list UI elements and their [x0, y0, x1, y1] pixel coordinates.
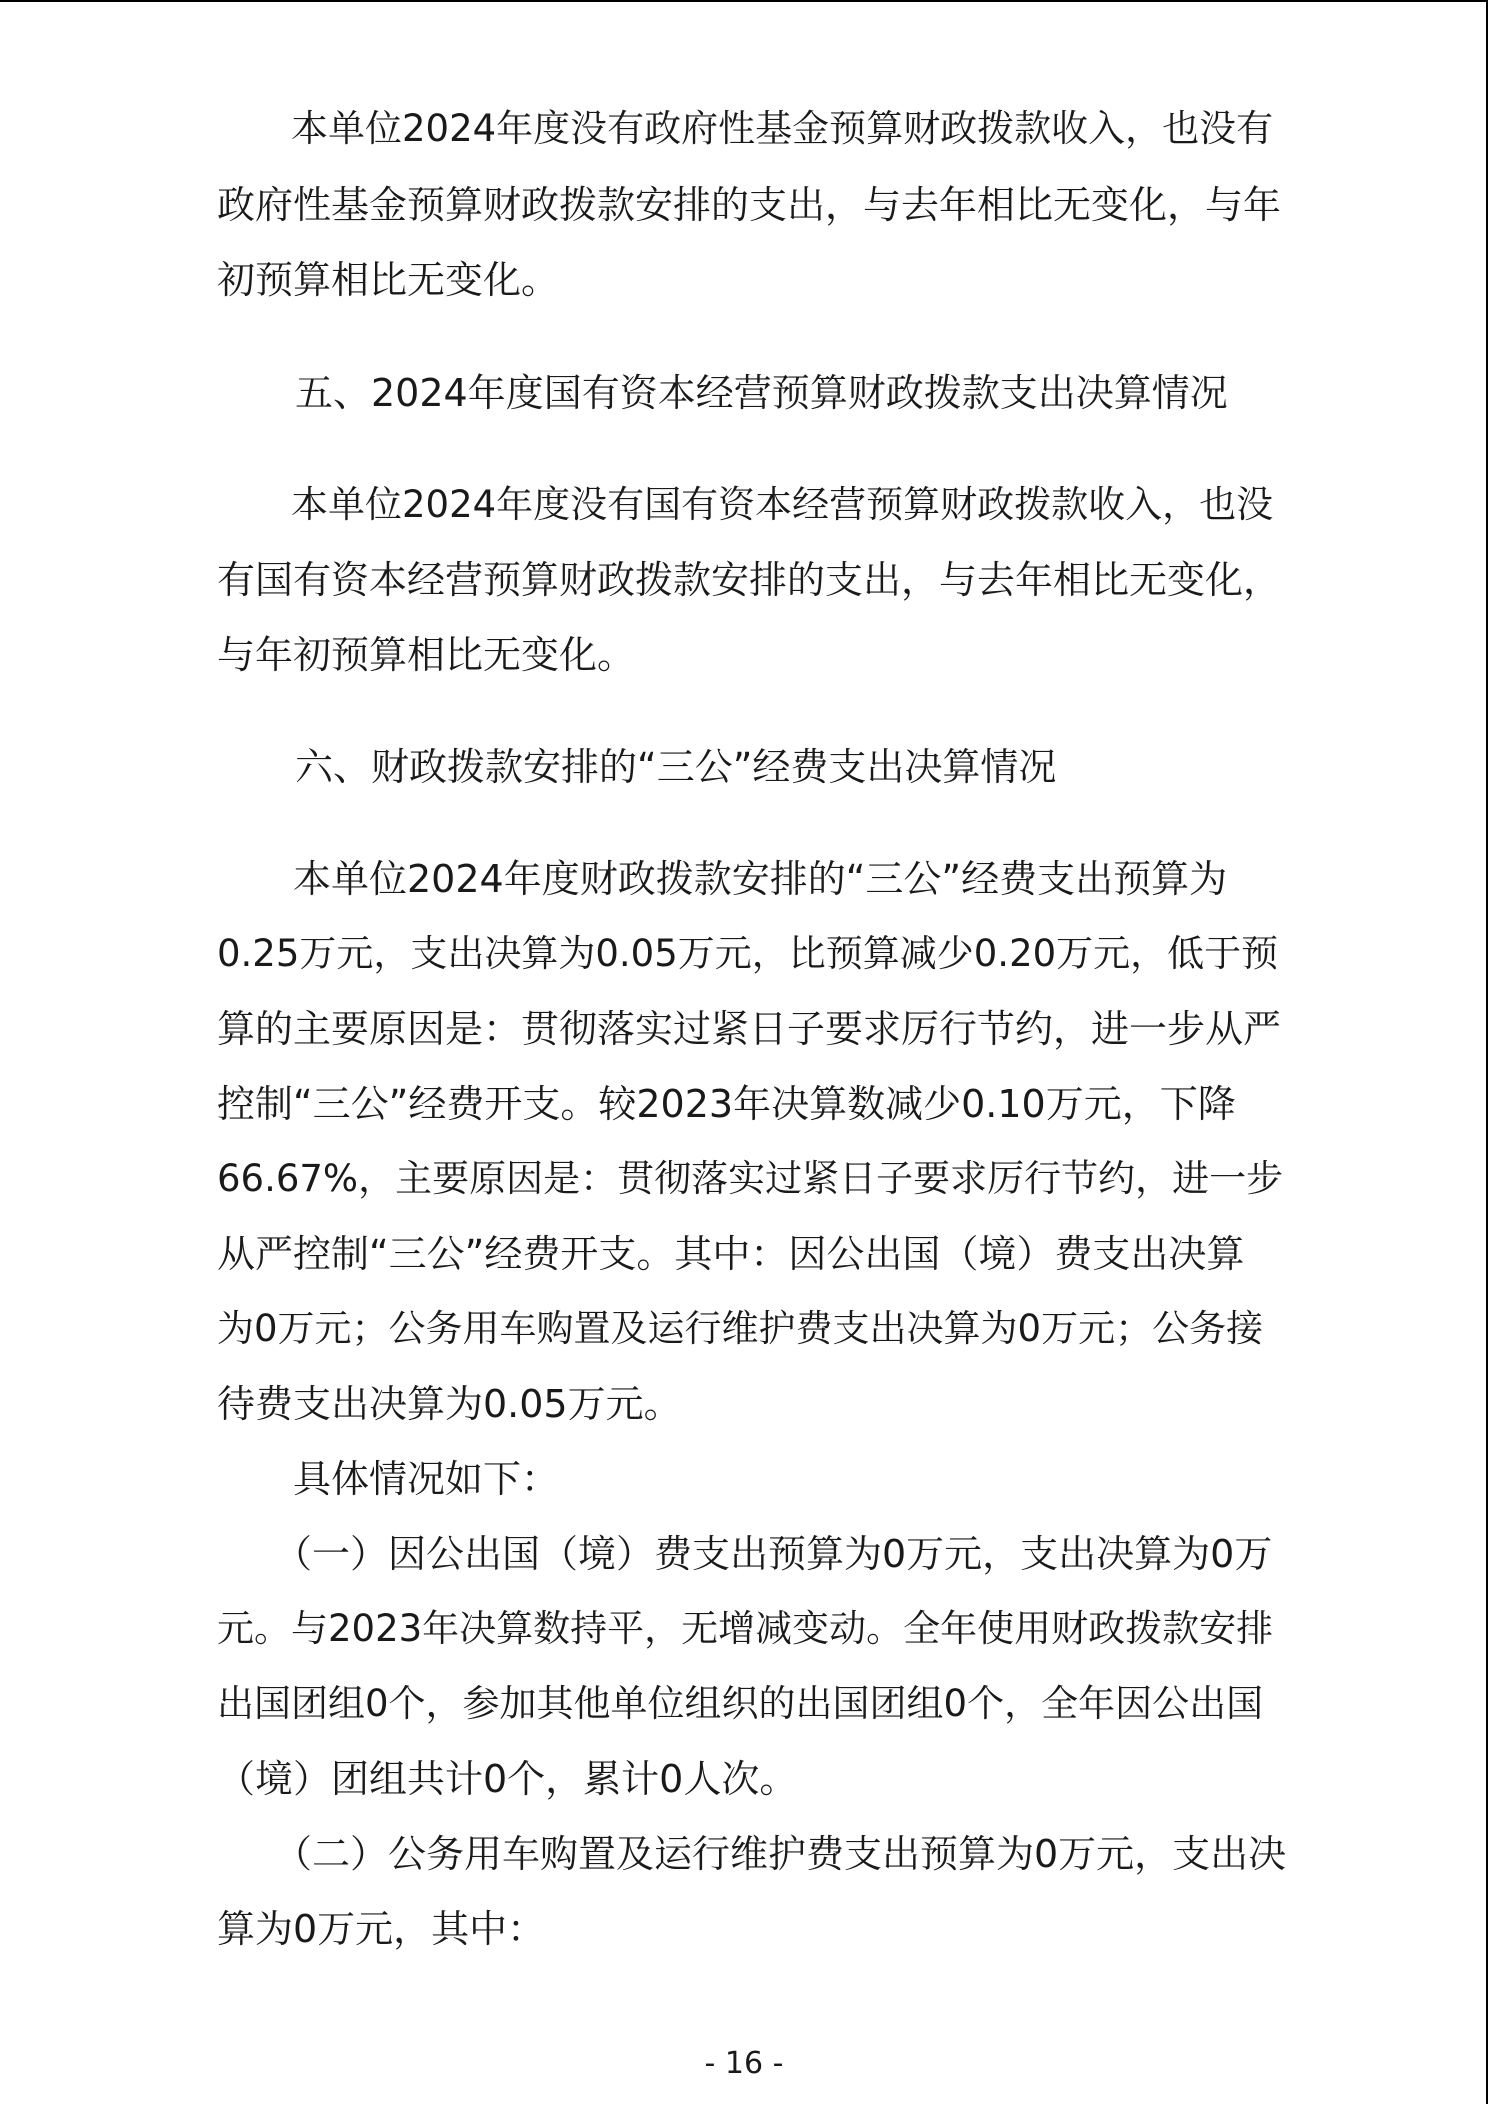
- paragraph-line: （一）因公出国（境）费支出预算为0万元，支出决算为0万: [217, 1532, 1273, 1576]
- paragraph-line: 待费支出决算为0.05万元。: [217, 1382, 682, 1426]
- paragraph-line: 66.67%，主要原因是：贯彻落实过紧日子要求厉行节约，进一步: [217, 1157, 1284, 1200]
- paragraph-line: 元。与2023年决算数持平，无增减变动。全年使用财政拨款安排: [217, 1607, 1274, 1650]
- paragraph-line: 有国有资本经营预算财政拨款安排的支出，与去年相比无变化，: [217, 558, 1282, 602]
- section-heading-6: 六、财政拨款安排的“三公”经费支出决算情况: [295, 745, 1057, 789]
- paragraph-line: 具体情况如下：: [217, 1457, 560, 1501]
- page-number: - 16 -: [704, 2046, 784, 2081]
- paragraph-line: （境）团组共计0个，累计0人次。: [217, 1757, 798, 1801]
- paragraph-line: 初预算相比无变化。: [217, 258, 560, 302]
- paragraph-line: 与年初预算相比无变化。: [217, 633, 636, 677]
- paragraph-line: 0.25万元，支出决算为0.05万元，比预算减少0.20万元，低于预: [217, 932, 1279, 975]
- page-border-top: [0, 0, 1488, 2]
- paragraph-line: 控制“三公”经费开支。较2023年决算数减少0.10万元，下降: [217, 1082, 1236, 1126]
- section-heading-5: 五、2024年度国有资本经营预算财政拨款支出决算情况: [295, 371, 1228, 415]
- paragraph-line: 本单位2024年度没有政府性基金预算财政拨款收入，也没有: [217, 107, 1274, 150]
- paragraph-line: 从严控制“三公”经费开支。其中：因公出国（境）费支出决算: [217, 1232, 1245, 1276]
- paragraph-line: 本单位2024年度财政拨款安排的“三公”经费支出预算为: [217, 857, 1228, 901]
- paragraph-line: 算为0万元，其中：: [217, 1907, 546, 1951]
- paragraph-line: 本单位2024年度没有国有资本经营预算财政拨款收入，也没: [217, 483, 1274, 526]
- paragraph-line: 为0万元；公务用车购置及运行维护费支出决算为0万元；公务接: [217, 1307, 1264, 1350]
- paragraph-line: 政府性基金预算财政拨款安排的支出，与去年相比无变化，与年: [217, 183, 1282, 227]
- paragraph-line: 出国团组0个，参加其他单位组织的出国团组0个，全年因公出国: [217, 1682, 1264, 1725]
- paragraph-line: 算的主要原因是：贯彻落实过紧日子要求厉行节约，进一步从严: [217, 1007, 1282, 1051]
- paragraph-line: （二）公务用车购置及运行维护费支出预算为0万元，支出决: [217, 1832, 1287, 1876]
